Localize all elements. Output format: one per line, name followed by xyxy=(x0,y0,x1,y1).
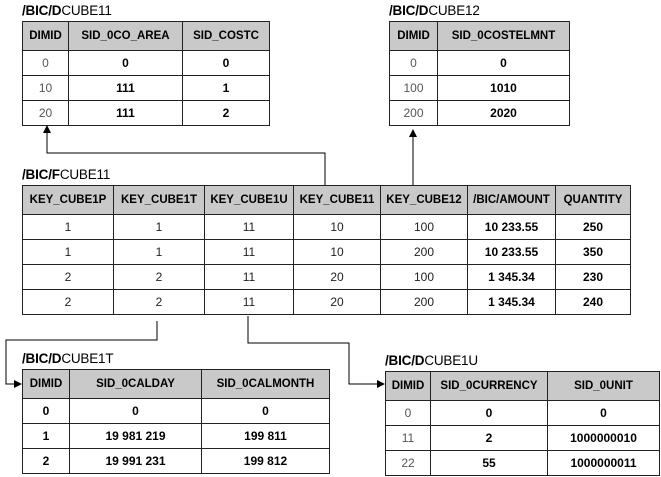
dim-cube12-table xyxy=(389,21,570,126)
table-cell: 350 xyxy=(556,240,631,265)
table-cell: 11 xyxy=(386,426,431,451)
column-header: KEY_CUBE1P xyxy=(23,186,114,215)
column-header: SID_0COSTELMNT xyxy=(438,22,570,51)
column-header: DIMID xyxy=(23,370,70,399)
table-cell: 1 xyxy=(23,215,114,240)
column-header: DIMID xyxy=(386,372,431,401)
table-cell: 100 xyxy=(381,215,468,240)
table-cell: 0 xyxy=(183,51,270,76)
table-cell: 20 xyxy=(294,290,381,315)
table-cell: 2 xyxy=(23,449,70,474)
table-header-row xyxy=(23,370,330,399)
table-cell: 1 xyxy=(114,215,205,240)
table-cell: 111 xyxy=(69,76,183,101)
table-cell: 55 xyxy=(431,451,548,476)
column-header: SID_0UNIT xyxy=(548,372,660,401)
column-header: KEY_CUBE1T xyxy=(114,186,205,215)
table-row xyxy=(23,290,631,315)
table-row xyxy=(23,101,270,126)
table-cell: 1000000010 xyxy=(548,426,660,451)
column-header: SID_0CALDAY xyxy=(70,370,202,399)
table-cell: 200 xyxy=(381,240,468,265)
fact-table xyxy=(22,185,631,315)
table-row xyxy=(386,426,660,451)
table-row xyxy=(386,401,660,426)
column-header: DIMID xyxy=(23,22,69,51)
table-cell: 1 345.34 xyxy=(468,265,556,290)
table-cell: 0 xyxy=(431,401,548,426)
table-header-row xyxy=(386,372,660,401)
table-row xyxy=(23,51,270,76)
table-cell: 20 xyxy=(23,101,69,126)
table-cell: 0 xyxy=(438,51,570,76)
table-cell: 0 xyxy=(548,401,660,426)
table-cell: 1 xyxy=(183,76,270,101)
table-cell: 2 xyxy=(431,426,548,451)
column-header: SID_0CURRENCY xyxy=(431,372,548,401)
table-header-row xyxy=(23,22,270,51)
table-cell: 250 xyxy=(556,215,631,240)
column-header: /BIC/AMOUNT xyxy=(468,186,556,215)
table-row xyxy=(23,240,631,265)
table-cell: 2 xyxy=(23,290,114,315)
table-cell: 0 xyxy=(202,399,330,424)
table-cell: 19 981 219 xyxy=(70,424,202,449)
table-cell: 11 xyxy=(205,240,294,265)
column-header: DIMID xyxy=(390,22,438,51)
table-row xyxy=(23,265,631,290)
table-cell: 22 xyxy=(386,451,431,476)
column-header: KEY_CUBE1U xyxy=(205,186,294,215)
dim-cube12-title: /BIC/DCUBE12 xyxy=(389,3,480,18)
column-header: QUANTITY xyxy=(556,186,631,215)
dim-cube11-table xyxy=(22,21,270,126)
table-cell: 1010 xyxy=(438,76,570,101)
table-row xyxy=(390,101,570,126)
table-row xyxy=(23,215,631,240)
table-row xyxy=(23,424,330,449)
table-cell: 100 xyxy=(381,265,468,290)
table-cell: 111 xyxy=(69,101,183,126)
table-cell: 10 xyxy=(294,240,381,265)
table-cell: 2 xyxy=(114,290,205,315)
table-cell: 2 xyxy=(183,101,270,126)
table-cell: 0 xyxy=(386,401,431,426)
table-cell: 240 xyxy=(556,290,631,315)
table-cell: 0 xyxy=(70,399,202,424)
table-cell: 0 xyxy=(23,399,70,424)
table-cell: 1 xyxy=(23,424,70,449)
table-row xyxy=(23,399,330,424)
column-header: KEY_CUBE12 xyxy=(381,186,468,215)
table-cell: 11 xyxy=(205,215,294,240)
table-cell: 10 233.55 xyxy=(468,240,556,265)
table-cell: 100 xyxy=(390,76,438,101)
column-header: SID_0CALMONTH xyxy=(202,370,330,399)
table-row xyxy=(386,451,660,476)
column-header: SID_COSTC xyxy=(183,22,270,51)
table-cell: 2 xyxy=(23,265,114,290)
table-header-row xyxy=(390,22,570,51)
table-cell: 10 233.55 xyxy=(468,215,556,240)
table-header-row xyxy=(23,186,631,215)
table-cell: 2020 xyxy=(438,101,570,126)
dim-cube1t-title: /BIC/DCUBE1T xyxy=(22,351,114,366)
table-cell: 10 xyxy=(294,215,381,240)
table-row xyxy=(390,76,570,101)
table-cell: 1 345.34 xyxy=(468,290,556,315)
column-header: SID_0CO_AREA xyxy=(69,22,183,51)
table-cell: 11 xyxy=(205,290,294,315)
table-cell: 0 xyxy=(390,51,438,76)
table-cell: 0 xyxy=(23,51,69,76)
table-cell: 199 812 xyxy=(202,449,330,474)
table-cell: 1 xyxy=(114,240,205,265)
column-header: KEY_CUBE11 xyxy=(294,186,381,215)
table-cell: 2 xyxy=(114,265,205,290)
table-cell: 200 xyxy=(390,101,438,126)
table-cell: 19 991 231 xyxy=(70,449,202,474)
table-cell: 200 xyxy=(381,290,468,315)
dim-cube1u-table xyxy=(385,371,660,476)
table-cell: 20 xyxy=(294,265,381,290)
dim-cube1u-title: /BIC/DCUBE1U xyxy=(385,353,478,368)
table-cell: 1 xyxy=(23,240,114,265)
table-row xyxy=(23,76,270,101)
table-cell: 199 811 xyxy=(202,424,330,449)
table-row xyxy=(390,51,570,76)
table-cell: 230 xyxy=(556,265,631,290)
dim-cube11-title: /BIC/DCUBE11 xyxy=(22,3,112,18)
table-cell: 0 xyxy=(69,51,183,76)
fact-table-title: /BIC/FCUBE11 xyxy=(22,167,111,182)
table-cell: 11 xyxy=(205,265,294,290)
table-cell: 1000000011 xyxy=(548,451,660,476)
dim-cube1t-table xyxy=(22,369,330,474)
table-row xyxy=(23,449,330,474)
table-cell: 10 xyxy=(23,76,69,101)
